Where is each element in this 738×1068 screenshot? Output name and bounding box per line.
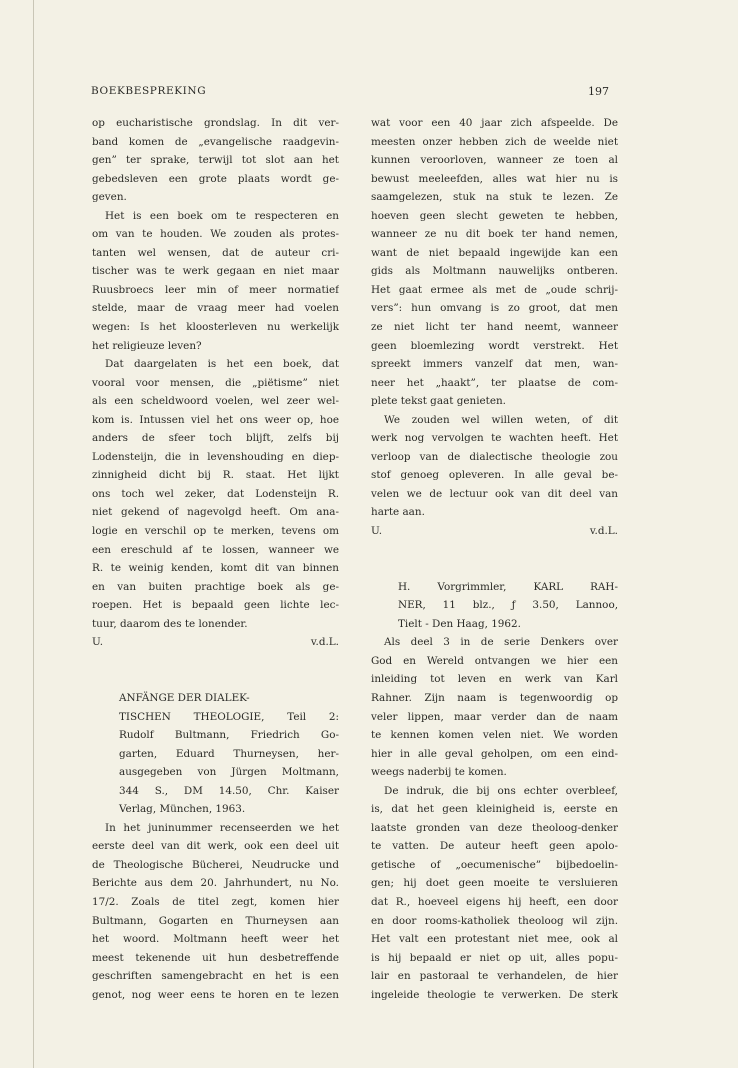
text-line: geen bloemlezing wordt verstrekt. Het (371, 339, 618, 352)
text-line: gen; hij doet geen moeite te versluieren (371, 877, 618, 890)
text-line: hoeven geen slecht geweten te hebben, (371, 209, 618, 222)
text-line: stelde, maar de vraag meer had voelen (92, 302, 339, 315)
text-line: ze niet licht ter hand neemt, wanneer (371, 321, 618, 334)
text-line: gids als Moltmann nauwelijks ontberen. (371, 265, 618, 278)
text-line: Het gaat ermee als met de „oude schrij- (371, 283, 618, 296)
text-line: om van te houden. We zouden als protes- (92, 228, 339, 241)
text-line: ausgegeben von Jürgen Moltmann, (119, 766, 339, 779)
text-line: weegs naderbij te komen. (371, 766, 507, 779)
text-line: te kennen komen velen niet. We worden (371, 729, 618, 742)
text-line: wegen: Is het kloosterleven nu werkelijk (92, 321, 339, 334)
text-line: is hij bepaald er niet op uit, alles popu- (371, 951, 618, 964)
text-line: wat voor een 40 jaar zich afspeelde. De (371, 117, 618, 129)
text-line: Lodensteijn, die in levenshouding en diep- (92, 450, 339, 463)
text-line: saamgelezen, stuk na stuk te lezen. Ze (371, 191, 618, 204)
text-line: de Theologische Bücherei, Neudrucke und (92, 858, 339, 871)
running-title: BOEKBESPREKING (91, 85, 207, 97)
text-line: een ereschuld af te lossen, wanneer we (92, 543, 339, 556)
text-line: velen we de lectuur ook van dit deel van (371, 487, 618, 500)
text-line: en door rooms-katholiek theoloog wil zijn. (371, 914, 618, 927)
text-line: God en Wereld ontvangen we hier een (371, 654, 618, 667)
signature-reviewer: v.d.L. (589, 525, 618, 538)
spacer (92, 652, 339, 671)
text-line: ANFÄNGE DER DIALEK- (119, 691, 250, 704)
spacer (92, 670, 339, 689)
text-line: is, dat het geen kleinigheid is, eerste en (371, 803, 618, 816)
text-line: stof genoeg opleveren. In alle geval be- (371, 469, 618, 482)
text-line: het woord. Moltmann heeft weer het (92, 933, 339, 946)
text-line: meesten onzer hebben zich de weelde niet (371, 135, 618, 148)
text-line: Rahner. Zijn naam is tegenwoordig op (371, 691, 618, 704)
text-line: vers”: hun omvang is zo groot, dat men (371, 302, 618, 315)
text-line: ingeleide theologie te verwerken. De sterk (371, 988, 618, 1001)
text-line: roepen. Het is bepaald geen lichte lec- (92, 599, 339, 612)
text-line: dat R., hoeveel eigens hij heeft, een door (371, 895, 618, 908)
text-line: kom is. Intussen viel het ons weer op, hoe (92, 413, 339, 426)
text-line: H. Vorgrimmler, KARL RAH- (398, 580, 618, 593)
text-line: 344 S., DM 14.50, Chr. Kaiser (119, 784, 339, 797)
text-line: plete tekst gaat genieten. (371, 395, 506, 408)
text-line: op eucharistische grondslag. In dit ver- (92, 117, 339, 129)
text-line: Tielt - Den Haag, 1962. (398, 617, 521, 630)
text-line: Het valt een protestant niet mee, ook al (371, 933, 618, 946)
text-line: Bultmann, Gogarten en Thurneysen aan (92, 914, 339, 927)
signature-initial: U. (371, 525, 383, 538)
text-line: te vatten. De auteur heeft geen apolo- (371, 840, 618, 853)
signature-line (371, 522, 618, 541)
text-line: als een scheldwoord voelen, wel zeer wel- (92, 395, 339, 408)
left-column (92, 114, 339, 1004)
spacer (371, 559, 618, 578)
text-line: garten, Eduard Thurneysen, her- (119, 747, 339, 760)
text-line: het religieuze leven? (92, 339, 202, 352)
text-line: harte aan. (371, 506, 425, 519)
text-line: zinnigheid dicht bij R. staat. Het lijkt (92, 469, 339, 482)
text-line: Dat daargelaten is het een boek, dat (105, 358, 339, 371)
text-line: gen” ter sprake, terwijl tot slot aan het (92, 154, 339, 167)
text-line: Berichte aus dem 20. Jahrhundert, nu No. (92, 877, 339, 890)
text-line: gebedsleven een grote plaats wordt ge- (92, 172, 339, 185)
text-line: genot, nog weer eens te horen en te lezen (92, 988, 339, 1001)
spacer (371, 541, 618, 560)
text-line: niet gekend of nagevolgd heeft. Om ana- (92, 506, 339, 519)
text-line: Rudolf Bultmann, Friedrich Go- (119, 729, 339, 742)
text-line: veler lippen, maar verder dan de naam (371, 710, 618, 723)
text-line: hier in alle geval geholpen, om een eind- (371, 747, 618, 760)
text-line: Ruusbroecs leer min of meer normatief (92, 283, 339, 296)
text-line: want de niet bepaald ingewijde kan een (371, 246, 618, 259)
text-line: neer het „haakt”, ter plaatse de com- (371, 376, 618, 389)
text-line: R. te weinig kenden, komt dit van binnen (92, 562, 339, 575)
text-line: bewust meeleefden, alles wat hier nu is (371, 172, 618, 185)
text-line: wanneer ze nu dit boek ter hand nemen, (371, 228, 618, 241)
text-line: tischer was te werk gegaan en niet maar (92, 265, 339, 278)
text-line: geven. (92, 191, 127, 204)
text-line: tanten wel wensen, dat de auteur cri- (92, 246, 339, 259)
text-line: band komen de „evangelische raadgevin- (92, 135, 339, 148)
text-line: meest tekenende uit hun desbetreffende (92, 951, 339, 964)
text-line: en van buiten prachtige boek als ge- (92, 580, 339, 593)
text-line: spreekt immers vanzelf dat men, wan- (371, 358, 618, 371)
text-line: logie en verschil op te merken, tevens om (92, 525, 339, 538)
text-line: lair en pastoraal te verhandelen, de hier (371, 970, 618, 983)
text-line: vooral voor mensen, die „piëtisme” niet (92, 376, 339, 389)
text-line: We zouden wel willen weten, of dit (384, 413, 618, 426)
text-line: eerste deel van dit werk, ook een deel uit (92, 840, 339, 853)
signature-reviewer: v.d.L. (310, 636, 339, 649)
signature-initial: U. (92, 636, 104, 649)
text-line: Verlag, München, 1963. (119, 803, 246, 816)
text-line: inleiding tot leven en werk van Karl (371, 673, 618, 686)
text-line: verloop van de dialectische theologie zou (371, 450, 618, 463)
text-line: ons toch wel zeker, dat Lodensteijn R. (92, 487, 339, 500)
text-line: geschriften samengebracht en het is een (92, 970, 339, 983)
right-column (371, 114, 618, 1004)
signature-line (92, 633, 339, 652)
text-line: NER, 11 blz., ƒ 3.50, Lannoo, (398, 599, 618, 612)
text-line: tuur, daarom des te lonender. (92, 617, 248, 630)
page-number: 197 (588, 85, 609, 98)
text-line: In het juninummer recenseerden we het (105, 821, 339, 834)
text-line: TISCHEN THEOLOGIE, Teil 2: (119, 710, 339, 723)
text-line: werk nog vervolgen te wachten heeft. Het (371, 432, 618, 445)
text-line: De indruk, die bij ons echter overbleef, (384, 784, 618, 797)
text-line: 17/2. Zoals de titel zegt, komen hier (92, 895, 339, 908)
text-line: laatste gronden van deze theoloog-denker (371, 821, 618, 834)
text-line: Het is een boek om te respecteren en (105, 209, 339, 222)
text-line: kunnen veroorloven, wanneer ze toen al (371, 154, 618, 167)
text-line: Als deel 3 in de serie Denkers over (384, 636, 618, 649)
text-line: anders de sfeer toch blijft, zelfs bij (92, 432, 339, 445)
text-line: getische of „oecumenische” bijbedoelin- (371, 858, 618, 871)
